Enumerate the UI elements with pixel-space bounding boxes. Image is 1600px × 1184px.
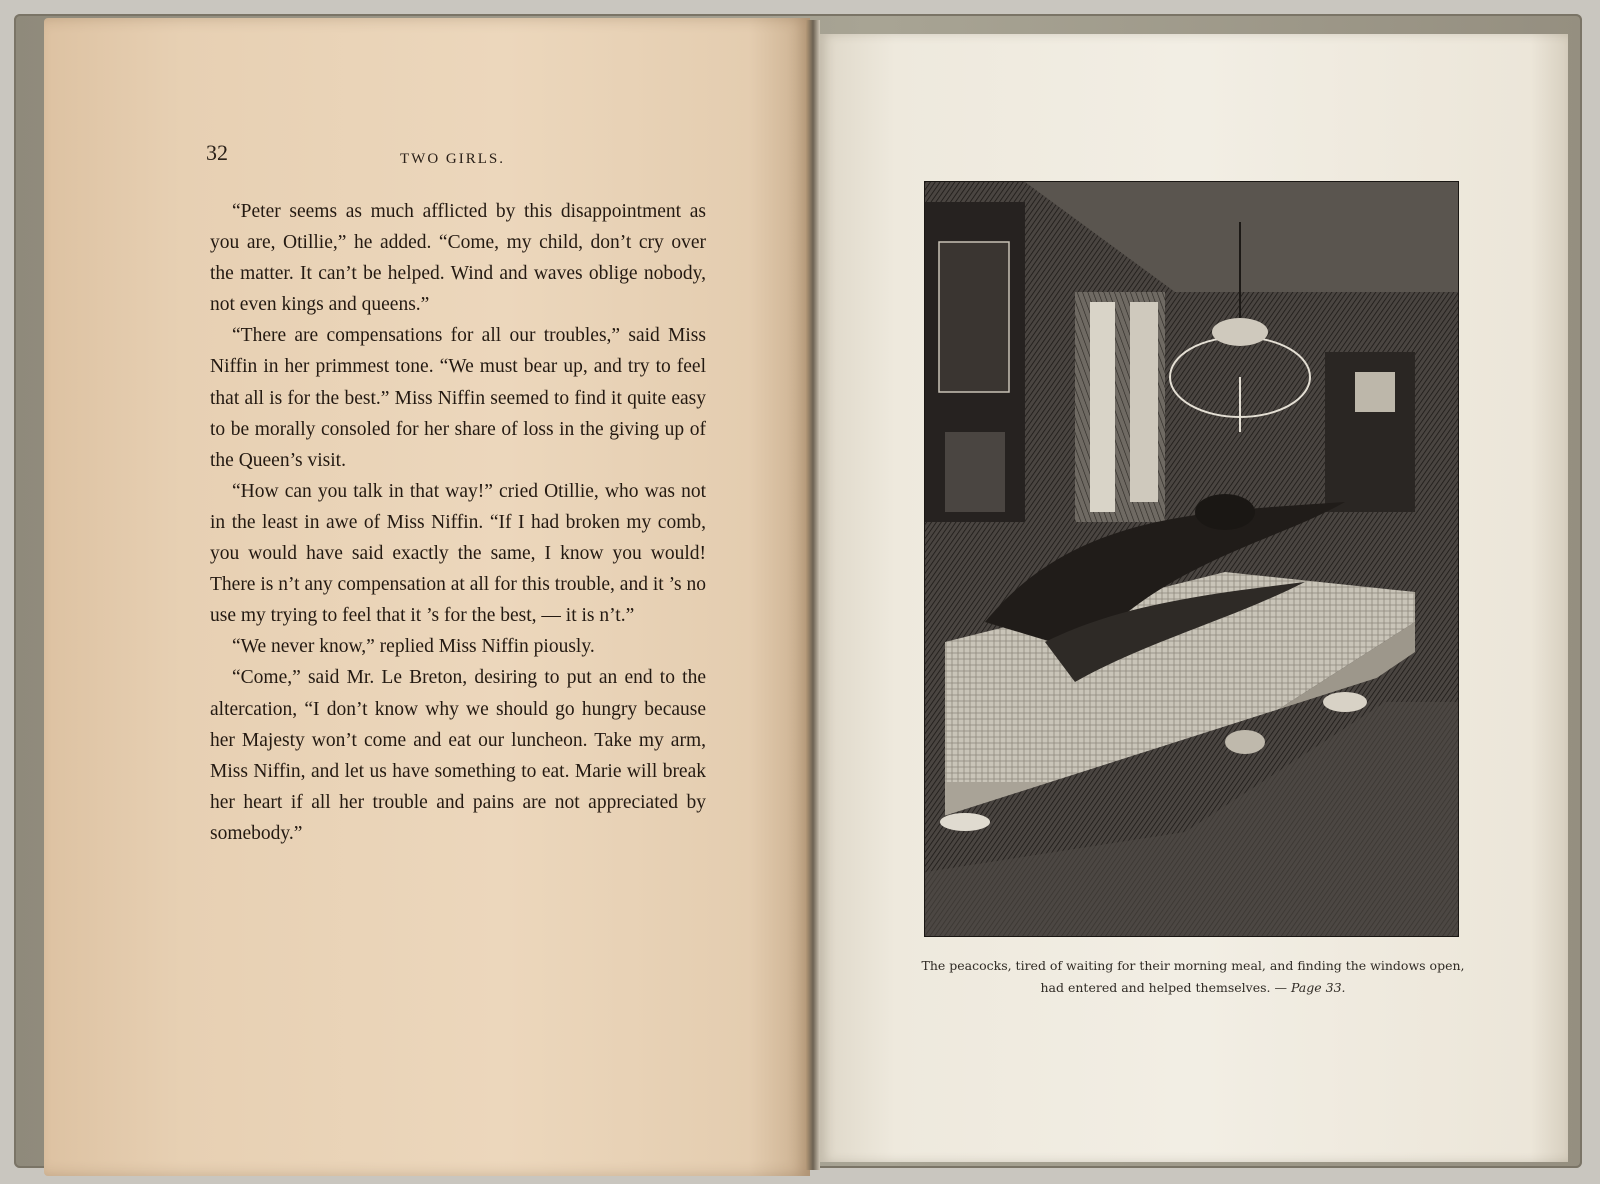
running-head: TWO GIRLS. — [400, 151, 505, 167]
paragraph: “Come,” said Mr. Le Breton, desiring to put an end to the altercation, “I don’t know why we should go hungry because her Majesty won’t come and eat our luncheon. Take my arm, Miss Niffin, and let us have something to eat. Marie will break her heart if all her trouble and pains are not appreciated by somebody.” — [210, 667, 706, 844]
book-gutter — [806, 20, 820, 1170]
paragraph: “We never know,” replied Miss Niffin piously. — [232, 636, 595, 658]
illustration-caption — [920, 955, 1466, 999]
caption-page-reference: — Page 33. — [1274, 980, 1346, 995]
caption-text: The peacocks, tired of waiting for their morning meal, and finding the windows open, had entered and helped themselves. — [921, 958, 1465, 995]
page-number: 32 — [206, 140, 228, 165]
paragraph: “Peter seems as much afflicted by this disappointment as you are, Otillie,” he added. “Come, my child, don’t cry over the matter. It can’t be helped. Wind and waves oblige nobody, not even kings and queens.” — [210, 201, 706, 316]
engraving-illustration — [924, 181, 1459, 937]
body-text — [210, 196, 706, 849]
paragraph: “There are compensations for all our troubles,” said Miss Niffin in her primmest tone. “We must bear up, and try to feel that all is for the best.” Miss Niffin seemed to find it quite easy to be morally consoled for her share of loss in the giving up of the Queen’s visit. — [210, 325, 706, 471]
paragraph: “How can you talk in that way!” cried Otillie, who was not in the least in awe of Miss Niffin. “If I had broken my comb, you would have said exactly the same, I know you would! There is n’t any compensation at all for this trouble, and it ’s no use my trying to feel that it ’s for the best, — it is n’t.” — [210, 480, 706, 627]
